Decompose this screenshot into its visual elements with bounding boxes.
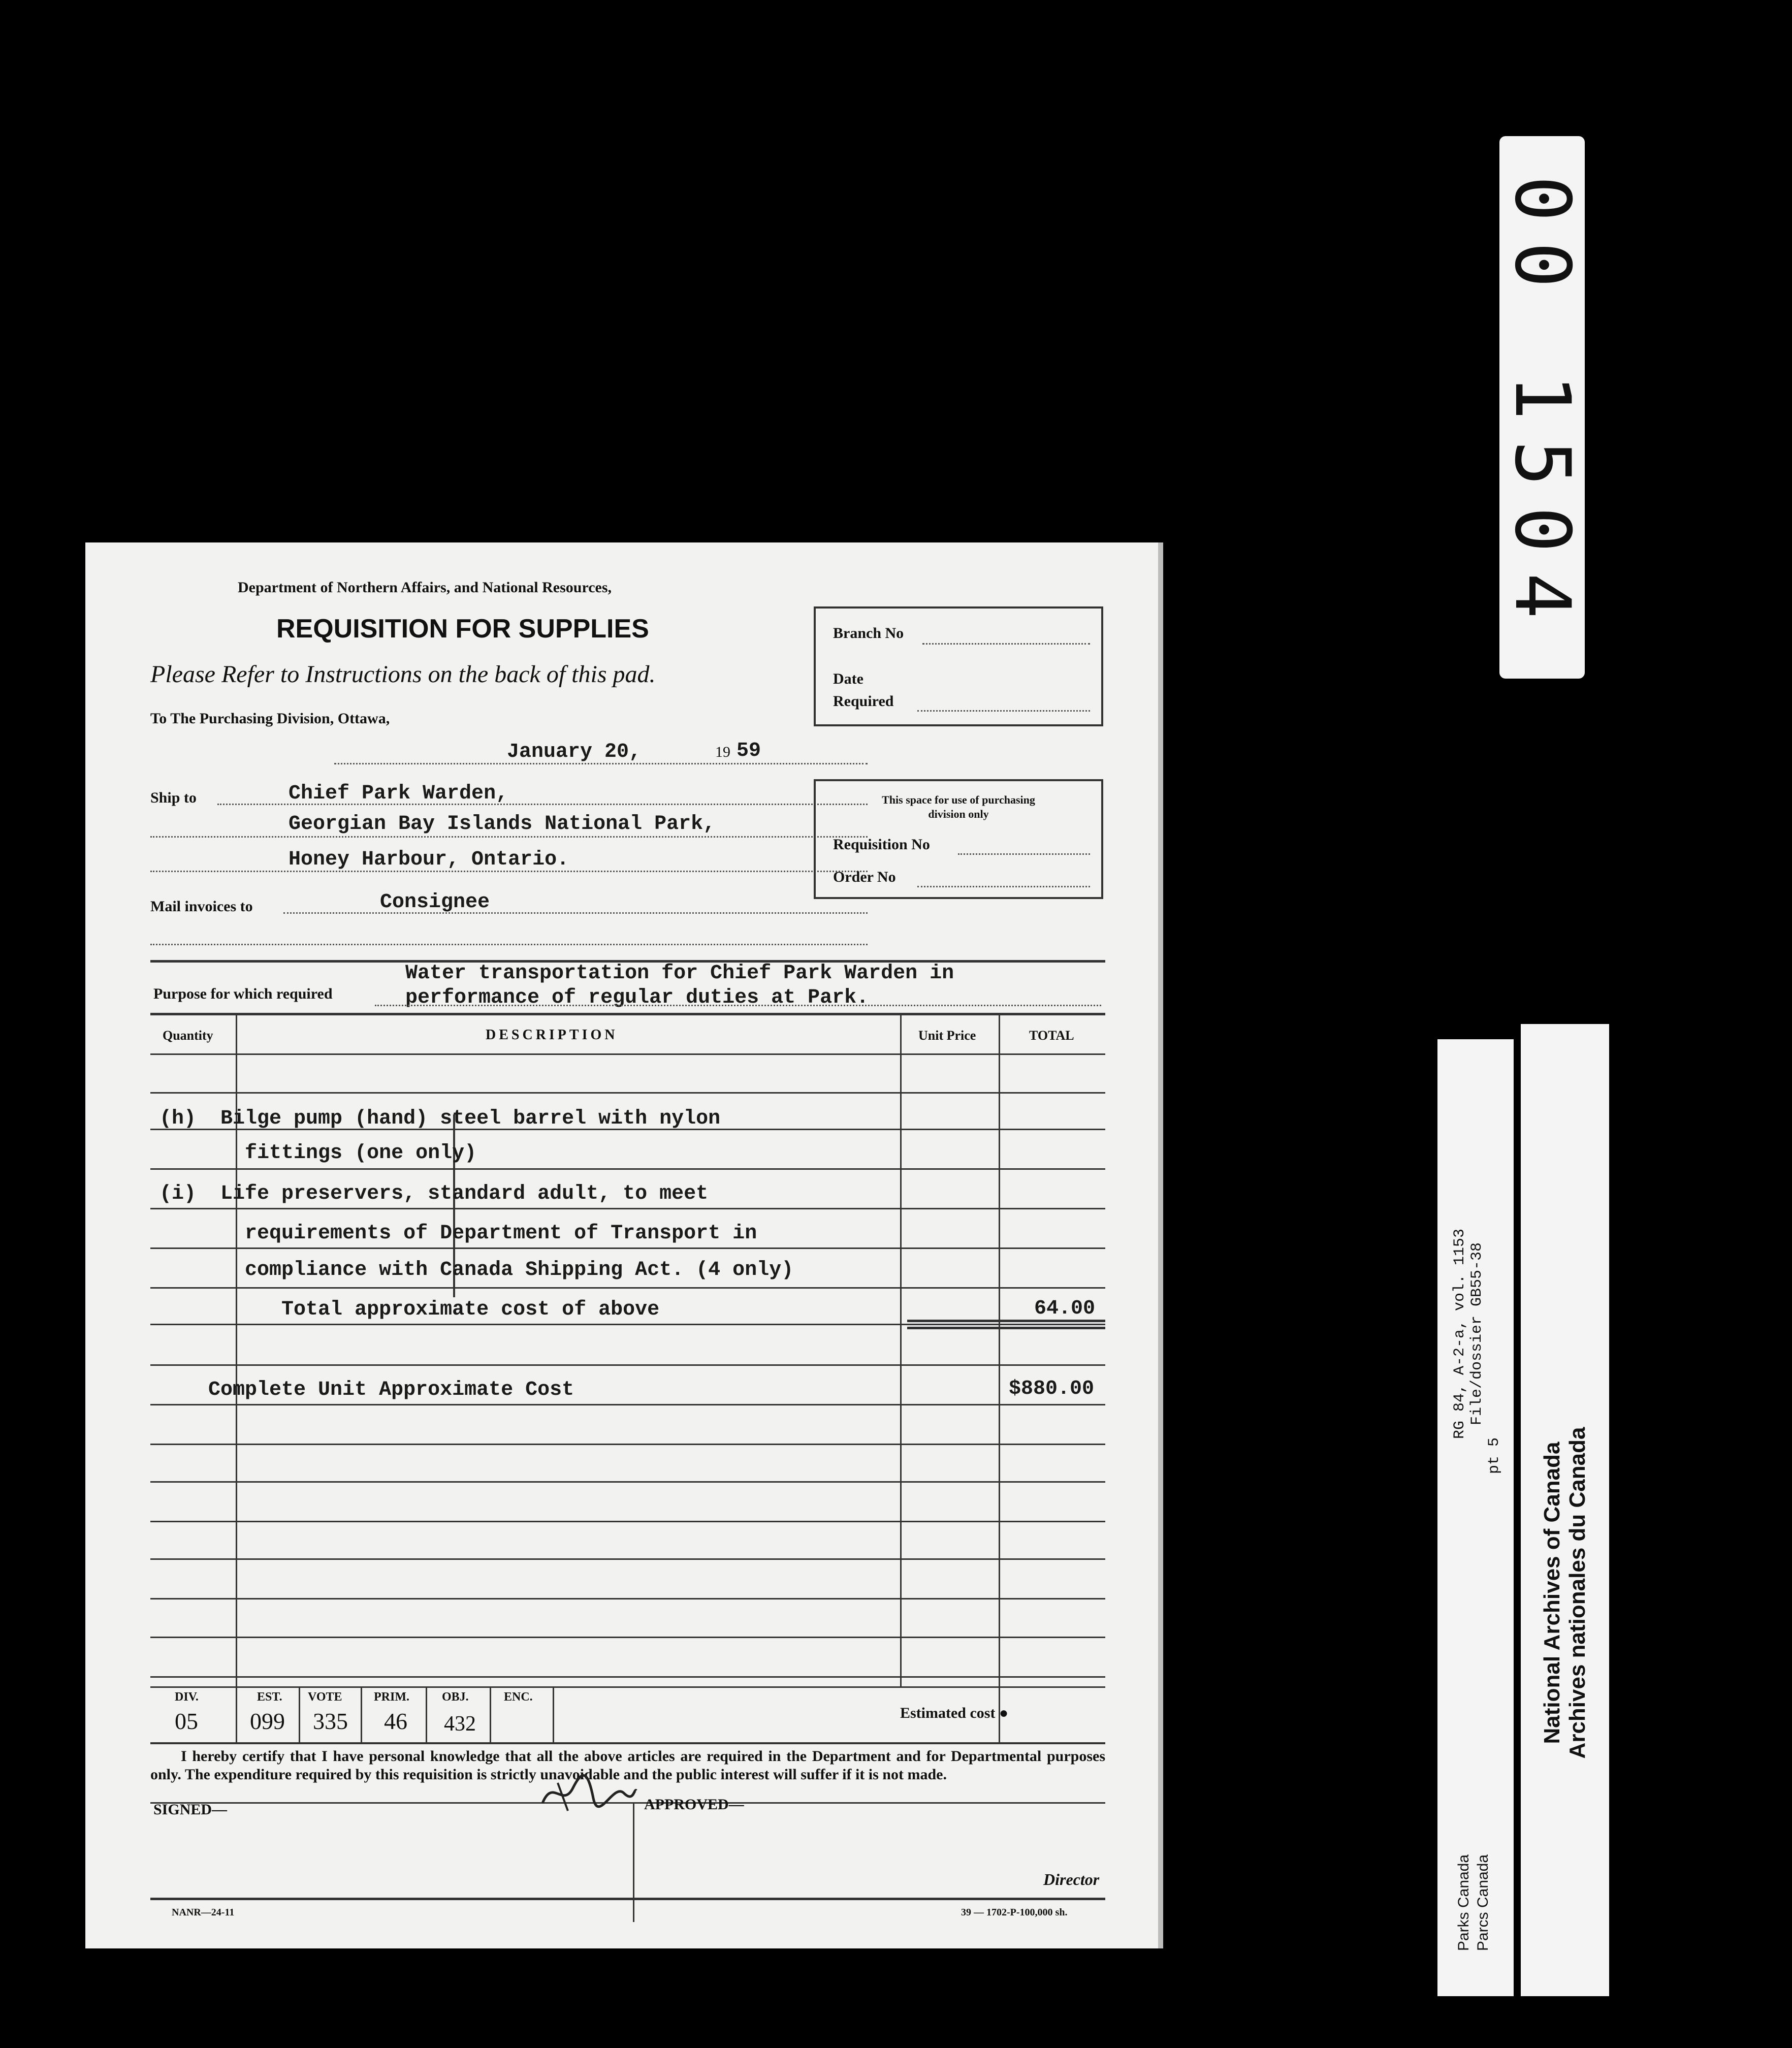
code-label: DIV. — [175, 1690, 199, 1704]
archive-institution-en: National Archives of Canada — [1540, 1442, 1564, 1744]
code-value: 335 — [313, 1708, 348, 1734]
archive-label-institution — [1521, 1024, 1609, 1996]
signature — [537, 1768, 639, 1813]
ship-to-line — [150, 836, 868, 838]
table-line: (h) Bilge pump (hand) steel barrel with nylon — [159, 1107, 721, 1130]
table-line: (i) Life preservers, standard adult, to meet — [159, 1182, 709, 1205]
director-label: Director — [1043, 1870, 1100, 1889]
certification-statement: I hereby certify that I have personal knowledge that all the above articles are required in the Department and for Departmental purposes only. The expenditure required by this requisition is strictly unavoidable and the public interest will suffer if it is not made. — [150, 1748, 1105, 1783]
ship-to-label: Ship to — [150, 789, 197, 806]
codes-top-rule — [150, 1686, 1105, 1688]
code-divider — [490, 1686, 491, 1742]
code-label: VOTE — [308, 1690, 342, 1704]
column-rule — [999, 1013, 1000, 1686]
row-rule — [150, 1558, 1105, 1560]
archive-ref-1: RG 84, A-2-a, vol. 1153 — [1451, 1228, 1468, 1439]
branch-box — [814, 606, 1103, 726]
archive-institution-fr: Archives nationales du Canada — [1565, 1427, 1590, 1759]
code-divider — [299, 1686, 300, 1742]
codes-row — [150, 1686, 1105, 1743]
year-prefix: 19 — [715, 744, 730, 760]
ship-to-line-1: Chief Park Warden, — [289, 782, 508, 805]
row-rule — [150, 1364, 1105, 1366]
year-suffix: 59 — [737, 740, 761, 762]
required-label: Required — [833, 693, 894, 710]
code-label: OBJ. — [442, 1690, 469, 1704]
archive-ref-3: pt 5 — [1486, 1437, 1503, 1475]
branch-no-line — [922, 643, 1090, 645]
table-line: fittings (one only) — [159, 1142, 477, 1165]
column-rule — [900, 1013, 902, 1686]
page-number-stamp — [1499, 136, 1585, 679]
row-rule — [150, 1092, 1105, 1094]
total-double-rule — [907, 1327, 1105, 1329]
row-rule — [150, 1676, 1105, 1678]
signed-label: SIGNED— — [153, 1801, 228, 1818]
requisition-no-label: Requisition No — [833, 836, 930, 853]
archive-agency-en: Parks Canada — [1455, 1854, 1472, 1951]
requisition-form — [85, 542, 1163, 1948]
date-month-day: January 20, — [507, 741, 642, 763]
purchasing-note-2: division only — [928, 808, 989, 820]
codes-bottom-rule — [150, 1742, 1105, 1744]
table-line: Total approximate cost of above — [159, 1298, 660, 1321]
code-label: ENC. — [504, 1690, 533, 1704]
form-number: NANR—24-11 — [172, 1907, 235, 1918]
code-value: 099 — [250, 1708, 285, 1734]
approved-label: APPROVED— — [644, 1796, 744, 1813]
date-line — [334, 763, 868, 764]
printer-line: 39 — 1702-P-100,000 sh. — [961, 1907, 1068, 1918]
mail-invoices-label: Mail invoices to — [150, 898, 253, 915]
to-line: To The Purchasing Division, Ottawa, — [150, 710, 390, 727]
row-rule — [150, 1404, 1105, 1405]
header-total: TOTAL — [1029, 1028, 1074, 1043]
table-top-rule — [150, 1013, 1105, 1015]
code-value: 05 — [175, 1708, 198, 1734]
line-total: $880.00 — [1009, 1378, 1095, 1400]
code-value: 46 — [384, 1708, 407, 1734]
mail-invoices-value: Consignee — [380, 891, 490, 914]
code-label: EST. — [257, 1690, 282, 1704]
ship-to-line — [217, 804, 868, 805]
mail-invoices-line — [283, 912, 868, 914]
department-name: Department of Northern Affairs, and National Resources, — [238, 579, 612, 596]
purpose-label: Purpose for which required — [153, 985, 333, 1002]
code-label: PRIM. — [374, 1690, 409, 1704]
row-rule — [150, 1637, 1105, 1638]
sign-divider — [633, 1802, 634, 1922]
row-rule — [150, 1287, 1105, 1289]
archive-agency-fr: Parcs Canada — [1475, 1854, 1491, 1951]
code-divider — [426, 1686, 427, 1742]
form-title: REQUISITION FOR SUPPLIES — [276, 614, 649, 644]
ship-to-line — [150, 871, 868, 872]
header-description: DESCRIPTION — [486, 1027, 618, 1043]
purpose-line — [375, 1005, 1101, 1006]
order-no-line — [917, 886, 1090, 887]
row-rule — [150, 1521, 1105, 1522]
table-line: Complete Unit Approximate Cost — [159, 1379, 574, 1401]
archive-label-reference — [1437, 1039, 1514, 1996]
purchasing-box — [814, 779, 1103, 899]
table-line: requirements of Department of Transport in — [159, 1222, 757, 1245]
date-label: Date — [833, 670, 863, 687]
instructions-note: Please Refer to Instructions on the back of this pad. — [150, 661, 656, 688]
purpose-line-2: performance of regular duties at Park. — [405, 986, 869, 1009]
header-unit-price: Unit Price — [918, 1028, 976, 1043]
row-rule — [150, 1324, 1105, 1325]
row-rule — [150, 1208, 1105, 1209]
purpose-line-1: Water transportation for Chief Park Warden in — [405, 962, 954, 985]
code-divider — [361, 1686, 362, 1742]
requisition-no-line — [958, 853, 1090, 855]
stamp-number: 00 1504 — [1498, 175, 1586, 639]
code-divider — [553, 1686, 554, 1742]
table-line: compliance with Canada Shipping Act. (4 only) — [159, 1259, 794, 1282]
row-rule — [150, 1598, 1105, 1599]
row-rule — [150, 1444, 1105, 1445]
purchasing-note-1: This space for use of purchasing — [882, 793, 1035, 806]
bottom-rule — [150, 1898, 1105, 1900]
row-rule — [150, 1481, 1105, 1483]
archive-ref-2: File/dossier GB55-38 — [1468, 1242, 1486, 1426]
items-table — [150, 1013, 1105, 1686]
date-required-line — [917, 710, 1090, 712]
ship-to-line-2: Georgian Bay Islands National Park, — [289, 813, 716, 836]
code-value: 432 — [444, 1712, 476, 1736]
estimated-cost-label: Estimated cost ● — [900, 1705, 1009, 1721]
line-total: 64.00 — [1034, 1297, 1096, 1320]
row-rule — [150, 1168, 1105, 1170]
branch-no-label: Branch No — [833, 625, 904, 642]
header-quantity: Quantity — [163, 1028, 213, 1043]
row-rule — [150, 1247, 1105, 1249]
table-header-rule — [150, 1053, 1105, 1055]
ship-to-line-3: Honey Harbour, Ontario. — [289, 848, 569, 871]
code-divider — [236, 1686, 237, 1742]
mail-invoices-line — [150, 944, 868, 945]
order-no-label: Order No — [833, 869, 896, 885]
